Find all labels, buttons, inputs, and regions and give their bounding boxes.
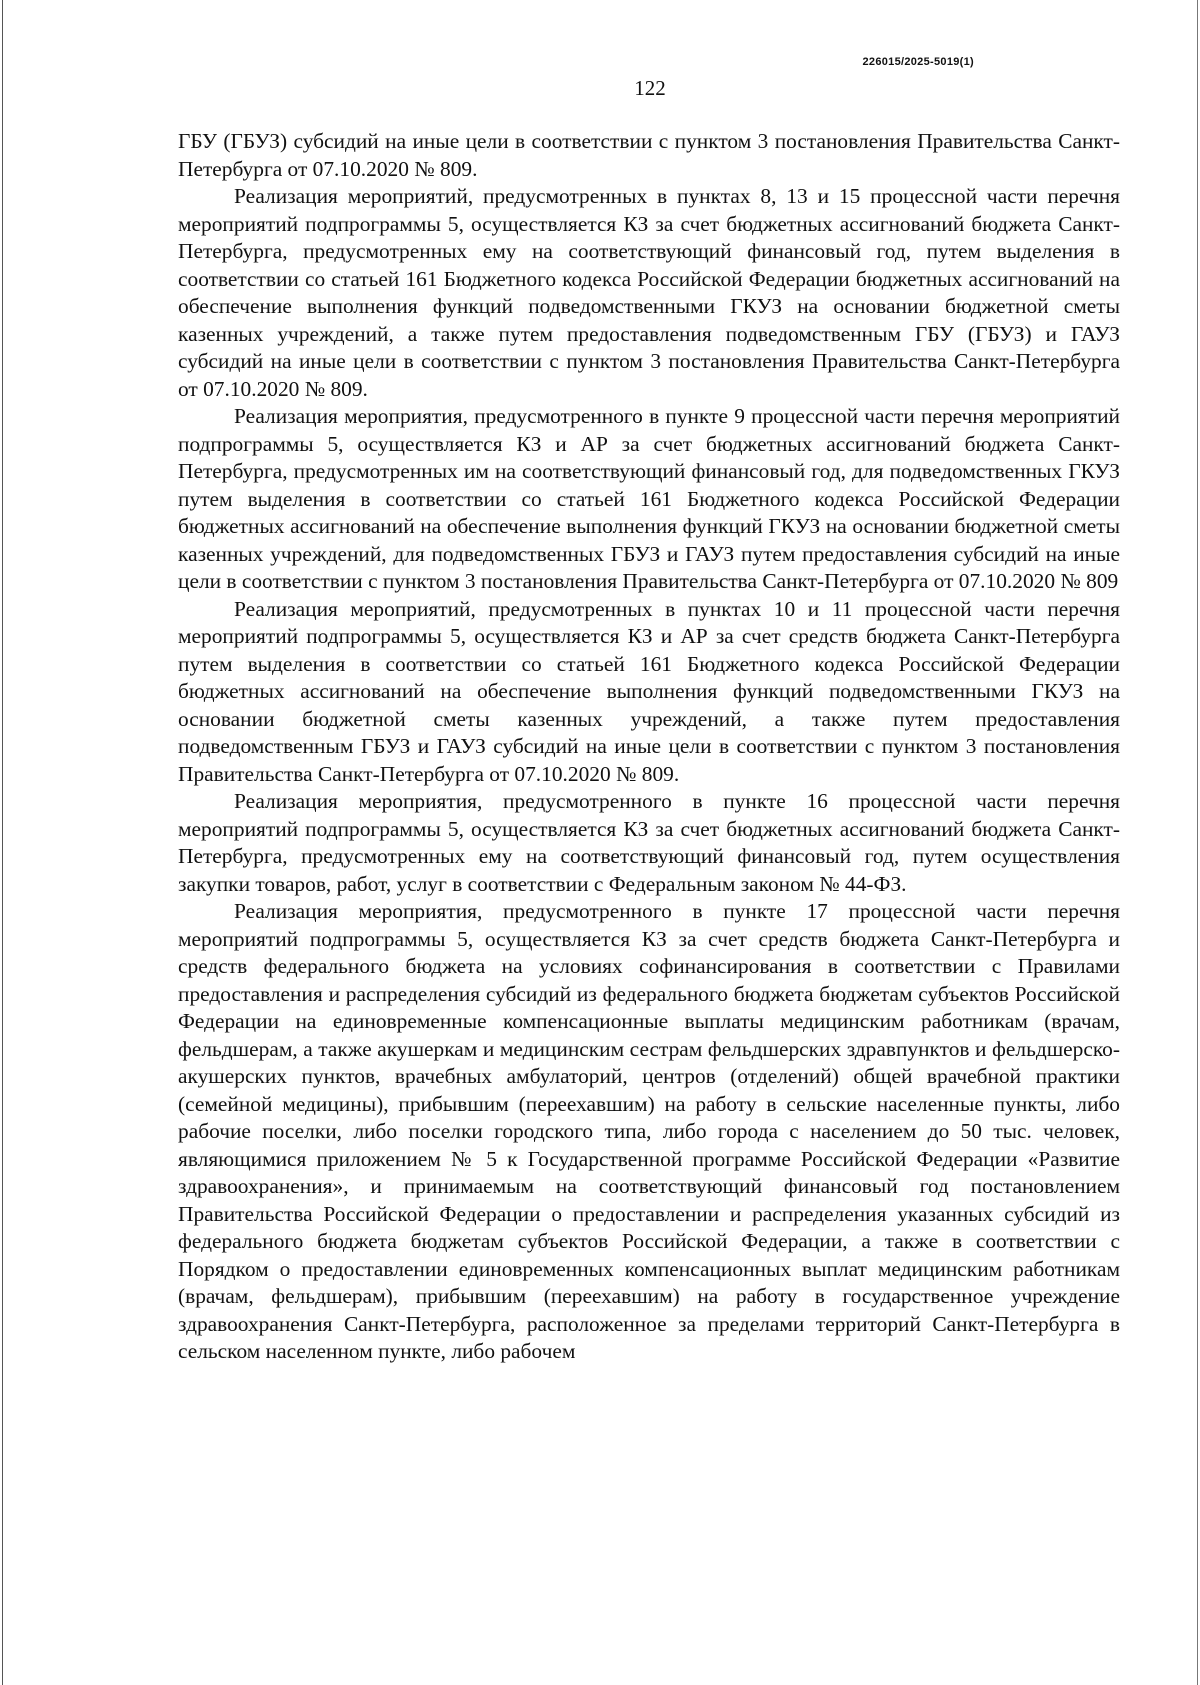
- paragraph: Реализация мероприятия, предусмотренного в пункте 17 процессной части перечня мероприятий подпрограммы 5, осуществляется КЗ за счет средств бюджета Санкт-Петербурга и средств федерального бюджета на условиях софинансирования в соответствии с Правилами предоставления и распределения субсидий из федерального бюджета бюджетам субъектов Российской Федерации на единовременные компенсационные выплаты медицинским работникам (врачам, фельдшерам, а также акушеркам и медицинским сестрам фельдшерских здравпунктов и фельдшерско-акушерских пунктов, врачебных амбулаторий, центров (отделений) общей врачебной практики (семейной медицины), прибывшим (переехавшим) на работу в сельские населенные пункты, либо рабочие поселки, либо поселки городского типа, либо города с населением до 50 тыс. человек, являющимися приложением № 5 к Государственной программе Российской Федерации «Развитие здравоохранения», и принимаемым на соответствующий финансовый год постановлением Правительства Российской Федерации о предоставлении и распределения указанных субсидий из федерального бюджета бюджетам субъектов Российской Федерации, а также в соответствии с Порядком о предоставлении единовременных компенсационных выплат медицинским работникам (врачам, фельдшерам), прибывшим (переехавшим) на работу в государственное учреждение здравоохранения Санкт-Петербурга, расположенное за пределами территорий Санкт-Петербурга в сельском населенном пункте, либо рабочем: [178, 899, 1120, 1363]
- paragraph: Реализация мероприятия, предусмотренного в пункте 9 процессной части перечня мероприятий подпрограммы 5, осуществляется КЗ и АР за счет бюджетных ассигнований бюджета Санкт-Петербурга, предусмотренных им на соответствующий финансовый год, для подведомственных ГКУЗ путем выделения в соответствии со статьей 161 Бюджетного кодекса Российской Федерации бюджетных ассигнований на обеспечение выполнения функций ГКУЗ на основании бюджетной сметы казенных учреждений, для подведомственных ГБУЗ и ГАУЗ путем предоставления субсидий на иные цели в соответствии с пунктом 3 постановления Правительства Санкт-Петербурга от 07.10.2020 № 809: [178, 404, 1120, 593]
- paragraph: Реализация мероприятий, предусмотренных в пунктах 8, 13 и 15 процессной части перечня мероприятий подпрограммы 5, осуществляется КЗ за счет бюджетных ассигнований бюджета Санкт-Петербурга, предусмотренных ему на соответствующий финансовый год, путем выделения в соответствии со статьей 161 Бюджетного кодекса Российской Федерации бюджетных ассигнований на обеспечение выполнения функций подведомственными ГКУЗ на основании бюджетной сметы казенных учреждений, а также путем предоставления подведомственным ГБУ (ГБУЗ) и ГАУЗ субсидий на иные цели в соответствии с пунктом 3 постановления Правительства Санкт-Петербурга от 07.10.2020 № 809.: [178, 184, 1120, 401]
- page-number: 122: [634, 76, 666, 100]
- paragraph: Реализация мероприятий, предусмотренных в пунктах 10 и 11 процессной части перечня мероприятий подпрограммы 5, осуществляется КЗ и АР за счет средств бюджета Санкт-Петербурга путем выделения в соответствии со статьей 161 Бюджетного кодекса Российской Федерации бюджетных ассигнований на обеспечение выполнения функций подведомственными ГКУЗ на основании бюджетной сметы казенных учреждений, а также путем предоставления подведомственным ГБУЗ и ГАУЗ субсидий на иные цели в соответствии с пунктом 3 постановления Правительства Санкт-Петербурга от 07.10.2020 № 809.: [178, 596, 1120, 786]
- paragraph-continuation: ГБУ (ГБУЗ) субсидий на иные цели в соответствии с пунктом 3 постановления Правительства Санкт-Петербурга от 07.10.2020 № 809.: [178, 129, 1120, 181]
- paragraph: Реализация мероприятия, предусмотренного в пункте 16 процессной части перечня мероприятий подпрограммы 5, осуществляется КЗ за счет бюджетных ассигнований бюджета Санкт-Петербурга, предусмотренных ему на соответствующий финансовый год, путем осуществления закупки товаров, работ, услуг в соответствии с Федеральным законом № 44-ФЗ.: [178, 789, 1120, 896]
- document-body: [178, 128, 1120, 1366]
- document-id: 226015/2025-5019(1): [862, 56, 974, 68]
- page-border-left: [2, 0, 3, 1685]
- page-border-right: [1197, 0, 1198, 1685]
